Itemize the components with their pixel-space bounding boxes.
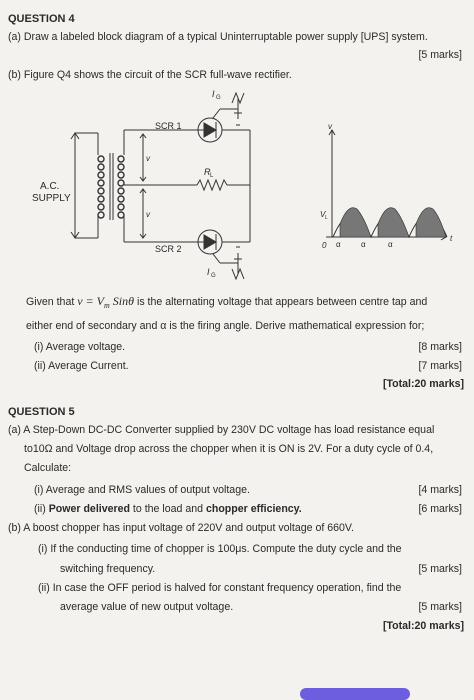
q5-part-a-line-3: Calculate: bbox=[24, 462, 72, 474]
q4-given-equation: v = V bbox=[77, 294, 104, 308]
secondary-voltage-label-top: v bbox=[146, 154, 150, 163]
load-resistor-sub: L bbox=[210, 173, 214, 179]
q4-sub-ii-text: (ii) Average Current. bbox=[34, 360, 129, 372]
gate-current-top-label: I bbox=[212, 89, 215, 99]
q4-given-post: is the alternating voltage that appears between centre tap and bbox=[134, 296, 428, 308]
q5-a-ii-bold-1: Power delivered bbox=[48, 503, 130, 515]
q4-given-pre: Given that bbox=[26, 296, 78, 308]
scr1-label: SCR 1 bbox=[155, 121, 182, 131]
q5-part-b-line-1: (b) A boost chopper has input voltage of 220V and output voltage of 660V. bbox=[8, 522, 354, 534]
ac-supply-label: A.C. bbox=[40, 181, 60, 192]
gate-current-bottom-sub: G bbox=[211, 273, 216, 279]
q5-part-a-line-2: to10Ω and Voltage drop across the chopper when it is ON is 2V. For a duty cycle of 0.4, bbox=[24, 443, 434, 455]
ac-supply-label-2: SUPPLY bbox=[32, 193, 71, 204]
q4-given-equation-2: Sinθ bbox=[109, 294, 135, 308]
gate-current-top-sub: G bbox=[216, 95, 221, 101]
q4-sub-i-marks: [8 marks] bbox=[418, 341, 462, 353]
q5-part-b-sub-ii-marks: [5 marks] bbox=[418, 601, 462, 613]
q5-part-a-sub-ii bbox=[34, 503, 302, 516]
q5-part-b-sub-i-line-1: (i) If the conducting time of chopper is 100μs. Compute the duty cycle and the bbox=[38, 543, 402, 555]
q4-part-b-text: (b) Figure Q4 shows the circuit of the SCR full-wave rectifier. bbox=[8, 69, 292, 81]
q5-a-ii-middle: to the load and bbox=[129, 503, 206, 515]
q4-given-equation-sub: m bbox=[104, 301, 110, 311]
waveform-t-axis-label: t bbox=[450, 234, 453, 243]
q5-part-a-sub-i: (i) Average and RMS values of output voltage. bbox=[34, 484, 250, 496]
waveform-origin: 0 bbox=[322, 241, 327, 250]
q4-sub-ii-marks: [7 marks] bbox=[418, 360, 462, 372]
load-resistor-label: R bbox=[204, 167, 211, 177]
waveform-alpha-1: α bbox=[336, 240, 341, 249]
q5-part-b-sub-ii-line-1: (ii) In case the OFF period is halved for constant frequency operation, find the bbox=[38, 582, 402, 594]
q5-part-b-sub-ii-line-2: average value of new output voltage. bbox=[60, 601, 234, 613]
waveform-vl-sub: L bbox=[325, 215, 328, 221]
q5-a-ii-prefix: (ii) bbox=[34, 503, 49, 515]
waveform-alpha-2: α bbox=[361, 240, 366, 249]
q4-given-line-2: either end of secondary and α is the firing angle. Derive mathematical expression for; bbox=[26, 320, 425, 332]
q5-part-a-sub-ii-marks: [6 marks] bbox=[418, 503, 462, 515]
gate-current-bottom-label: I bbox=[207, 267, 210, 277]
scr2-label: SCR 2 bbox=[155, 244, 182, 254]
q5-total-marks: [Total:20 marks] bbox=[382, 620, 464, 632]
q5-part-b-sub-i-line-2: switching frequency. bbox=[60, 563, 156, 575]
waveform-alpha-3: α bbox=[388, 240, 393, 249]
q5-part-b-sub-i-marks: [5 marks] bbox=[418, 563, 462, 575]
scr-rectifier-circuit-figure bbox=[0, 85, 474, 290]
q4-part-a-marks: [5 marks] bbox=[418, 49, 462, 61]
q4-sub-i-text: (i) Average voltage. bbox=[34, 341, 126, 353]
waveform-v-axis-label: v bbox=[328, 122, 332, 131]
secondary-voltage-label-bottom: v bbox=[146, 210, 150, 219]
question-4-heading: QUESTION 4 bbox=[8, 13, 75, 25]
q4-total-marks: [Total:20 marks] bbox=[382, 378, 464, 390]
question-5-heading: QUESTION 5 bbox=[8, 406, 75, 418]
q4-part-a-text: (a) Draw a labeled block diagram of a typical Uninterruptable power supply [UPS] system. bbox=[8, 31, 428, 43]
q5-a-ii-bold-2: chopper efficiency. bbox=[205, 503, 302, 515]
waveform-vl-label: V bbox=[320, 210, 326, 219]
q4-given-line-1 bbox=[26, 295, 427, 312]
q5-part-a-sub-i-marks: [4 marks] bbox=[418, 484, 462, 496]
bottom-action-bar[interactable] bbox=[300, 688, 410, 700]
q5-part-a-line-1: (a) A Step-Down DC-DC Converter supplied by 230V DC voltage has load resistance equal bbox=[8, 424, 435, 436]
